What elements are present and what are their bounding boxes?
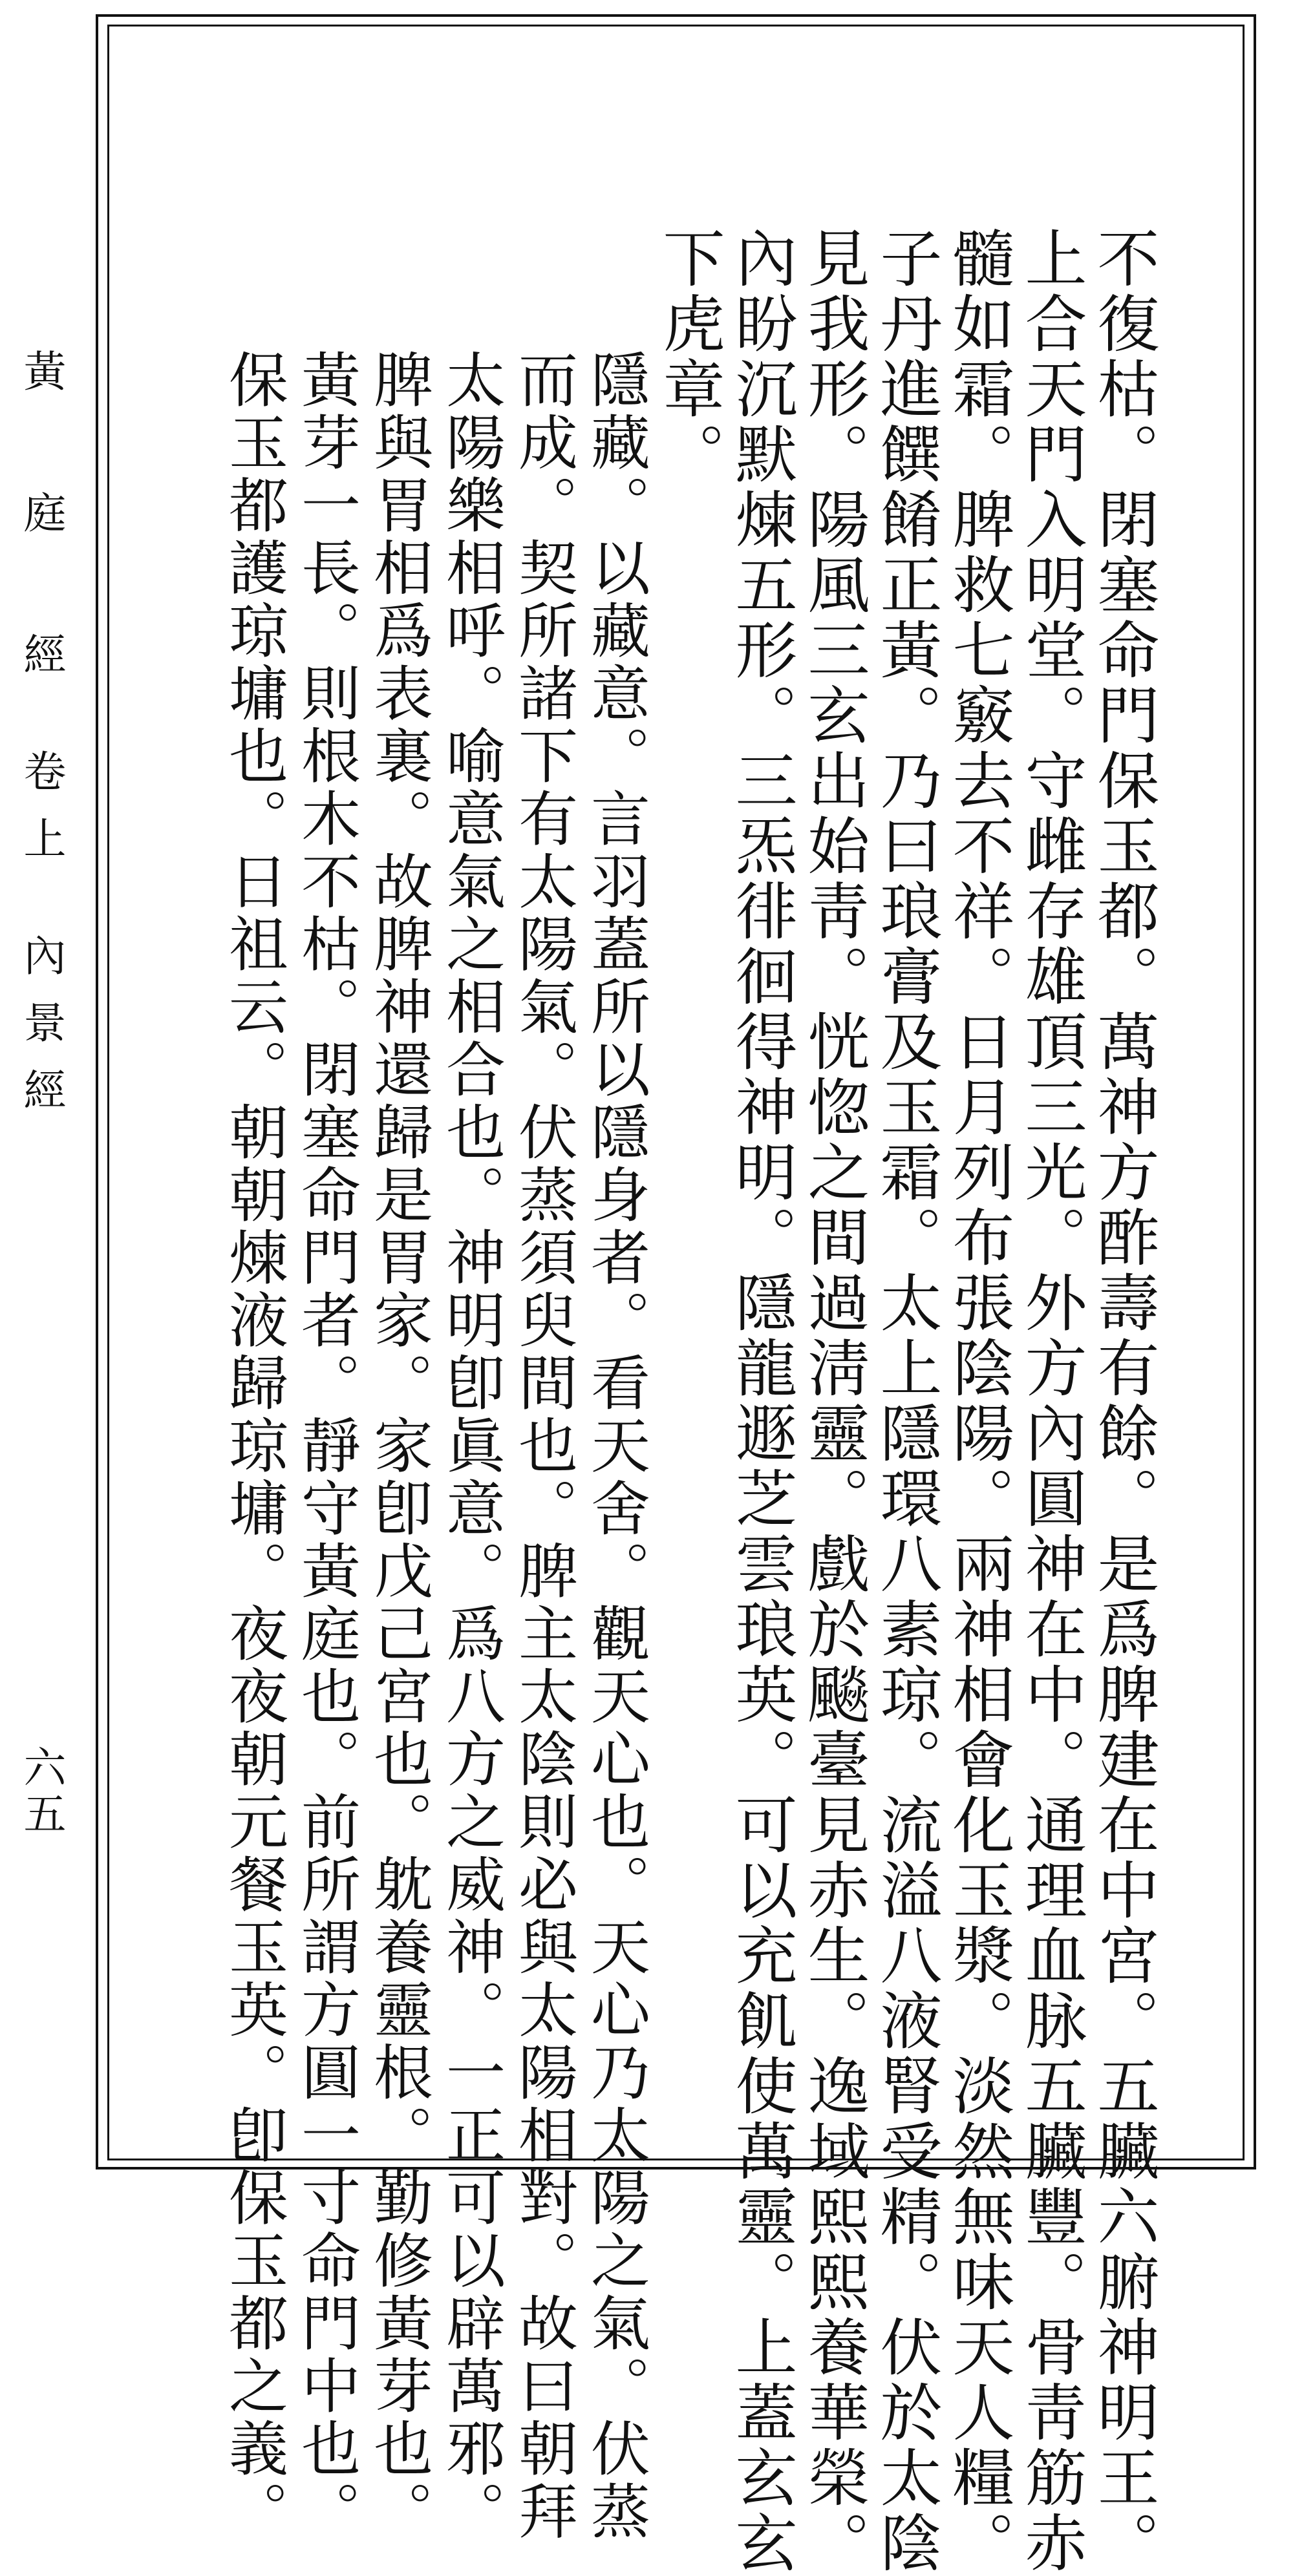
commentary-column-6: 保玉都護琼墉也。日祖云。朝朝煉液歸琼墉。夜夜朝元餐玉英。卽保玉都之義。 [219,349,288,2543]
commentary-column-2: 而成。契所諸下有太陽氣。伏蒸須臾間也。脾主太陰則必與太陽相對。故曰朝拜 [509,349,578,2543]
book-title: 黃 庭 經 [16,349,66,699]
commentary-column-1: 隱藏。以藏意。言羽蓋所以隱身者。看天舍。觀天心也。天心乃太陽之氣。伏蒸 [581,349,650,2543]
text-column-7: 下虎章。 [653,226,725,487]
text-column-5: 見我形。陽風三玄出始靑。恍惚之間過淸靈。戲於飈臺見赤生。逸域熙熙養華榮。 [798,226,870,2576]
text-column-6: 內盼沉默煉五形。三炁徘徊得神明。隱龍遯芝雲琅英。可以充飢使萬靈。上蓋玄玄 [725,226,798,2576]
running-header [16,349,66,1135]
text-column-2: 上合天門入明堂。守雌存雄頂三光。外方內圓神在中。通理血脉五臟豐。骨靑筋赤 [1015,226,1087,2576]
page-number: 六五 [16,1745,66,1838]
section-label: 內景經 [16,933,66,1135]
commentary-column-3: 太陽樂相呼。喻意氣之相合也。神明卽眞意。爲八方之威神。一正可以辟萬邪。 [436,349,506,2543]
commentary-column-4: 脾與胃相爲表裏。故脾神還歸是胃家。家卽戊己宮也。躭養靈根。勤修黃芽也。 [364,349,433,2543]
text-column-3: 髓如霜。脾救七竅去不祥。日月列布張陰陽。兩神相會化玉漿。淡然無味天人糧。 [943,226,1015,2576]
text-column-1: 不復枯。閉塞命門保玉都。萬神方酢壽有餘。是爲脾建在中宮。五臟六腑神明王。 [1087,226,1160,2576]
text-column-4: 子丹進饌餚正黃。乃曰琅膏及玉霜。太上隱環八素琼。流溢八液腎受精。伏於太陰 [870,226,943,2576]
commentary-column-5: 黃芽一長。則根木不枯。閉塞命門者。靜守黃庭也。前所謂方圓一寸命門中也。 [292,349,361,2543]
volume-label: 卷上 [16,749,66,883]
